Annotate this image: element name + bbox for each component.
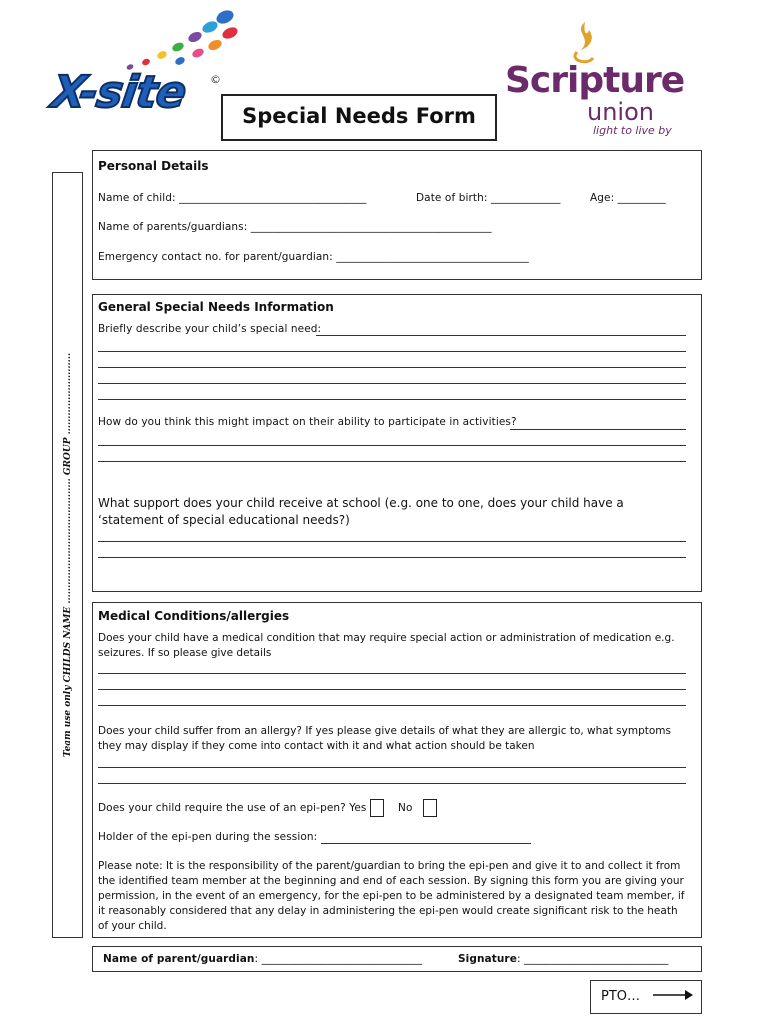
medical-condition-prompt: Does your child have a medical condition that may require special action or administration of medication e.g. seizures. If so please give details: [98, 632, 675, 659]
answer-line[interactable]: [316, 335, 686, 336]
answer-line[interactable]: [98, 705, 686, 706]
answer-line[interactable]: [98, 367, 686, 368]
answer-line[interactable]: [98, 673, 686, 674]
team-use-strip: [52, 172, 83, 938]
arrow-right-icon: [653, 989, 693, 1001]
scripture-wordmark: Scripture: [505, 60, 685, 101]
age-field[interactable]: Age: _________: [590, 192, 666, 204]
answer-line[interactable]: [98, 783, 686, 784]
answer-line[interactable]: [98, 399, 686, 400]
epipen-no-checkbox[interactable]: [423, 799, 437, 817]
tagline: light to live by: [593, 124, 672, 137]
signature-row: [458, 953, 668, 965]
epipen-yes-checkbox[interactable]: [370, 799, 384, 817]
signature-field[interactable]: : ___________________________: [516, 953, 669, 965]
medical-heading: Medical Conditions/allergies: [98, 609, 290, 623]
copyright-mark: ©: [210, 73, 221, 86]
answer-line[interactable]: [98, 767, 686, 768]
answer-line[interactable]: [98, 689, 686, 690]
signoff-section: [92, 946, 702, 972]
title-box: [221, 94, 497, 141]
personal-details-heading: Personal Details: [98, 159, 209, 173]
pto-box: [590, 980, 702, 1014]
medical-section: [92, 602, 702, 938]
general-needs-heading: General Special Needs Information: [98, 300, 334, 314]
answer-line[interactable]: [98, 557, 686, 558]
child-name-field[interactable]: Name of child: ___________________________________: [98, 192, 367, 204]
scripture-union-logo: [505, 20, 685, 140]
emergency-contact-field[interactable]: Emergency contact no. for parent/guardian: ____________________________________: [98, 251, 529, 263]
allergy-prompt: Does your child suffer from an allergy? If yes please give details of what they are allergic to, what symptoms they may display if they come into contact with it and what action should be taken: [98, 725, 671, 752]
personal-details-section: [92, 150, 702, 280]
dob-field[interactable]: Date of birth: _____________: [416, 192, 561, 204]
answer-line[interactable]: [510, 429, 686, 430]
xsite-logo: [50, 5, 250, 125]
answer-line[interactable]: [98, 383, 686, 384]
parent-name-label: Name of parent/guardian: [103, 953, 255, 965]
school-support-prompt: What support does your child receive at school (e.g. one to one, does your child have a ‘statement of special educational needs?): [98, 496, 624, 527]
parents-name-field[interactable]: Name of parents/guardians: _____________________________________________: [98, 221, 492, 233]
answer-line[interactable]: [98, 351, 686, 352]
page-title: Special Needs Form: [242, 104, 476, 128]
team-use-label: Team use only CHILDS NAME ........................................ GROUP ..........................: [62, 352, 73, 758]
xsite-wordmark: X-site: [48, 67, 189, 118]
epipen-holder-label: Holder of the epi-pen during the session:: [98, 831, 318, 843]
epipen-holder-field[interactable]: [321, 843, 531, 844]
epipen-no-label: No: [398, 802, 413, 814]
general-needs-section: [92, 294, 702, 592]
answer-line[interactable]: [98, 461, 686, 462]
epipen-question: Does your child require the use of an epi-pen? Yes: [98, 802, 367, 814]
impact-prompt: How do you think this might impact on their ability to participate in activities?: [98, 416, 517, 428]
pto-label: PTO…: [601, 989, 641, 1004]
parent-name-field[interactable]: : ______________________________: [254, 953, 423, 965]
answer-line[interactable]: [98, 445, 686, 446]
epipen-note: Please note: It is the responsibility of the parent/guardian to bring the epi-pen and give it to and collect it from the identified team member at the beginning and end of each session. By signing this form you are giving your permission, in the event of an emergency, for the epi-pen to be administered by a designated team member, if it reasonably considered that any delay in administering the epi-pen would create significant risk to the heath of your child.: [98, 860, 685, 932]
describe-need-prompt: Briefly describe your child’s special need:: [98, 323, 322, 335]
answer-line[interactable]: [98, 541, 686, 542]
signature-label: Signature: [458, 953, 517, 965]
parent-name-row: [103, 953, 422, 965]
union-wordmark: union: [587, 98, 654, 126]
